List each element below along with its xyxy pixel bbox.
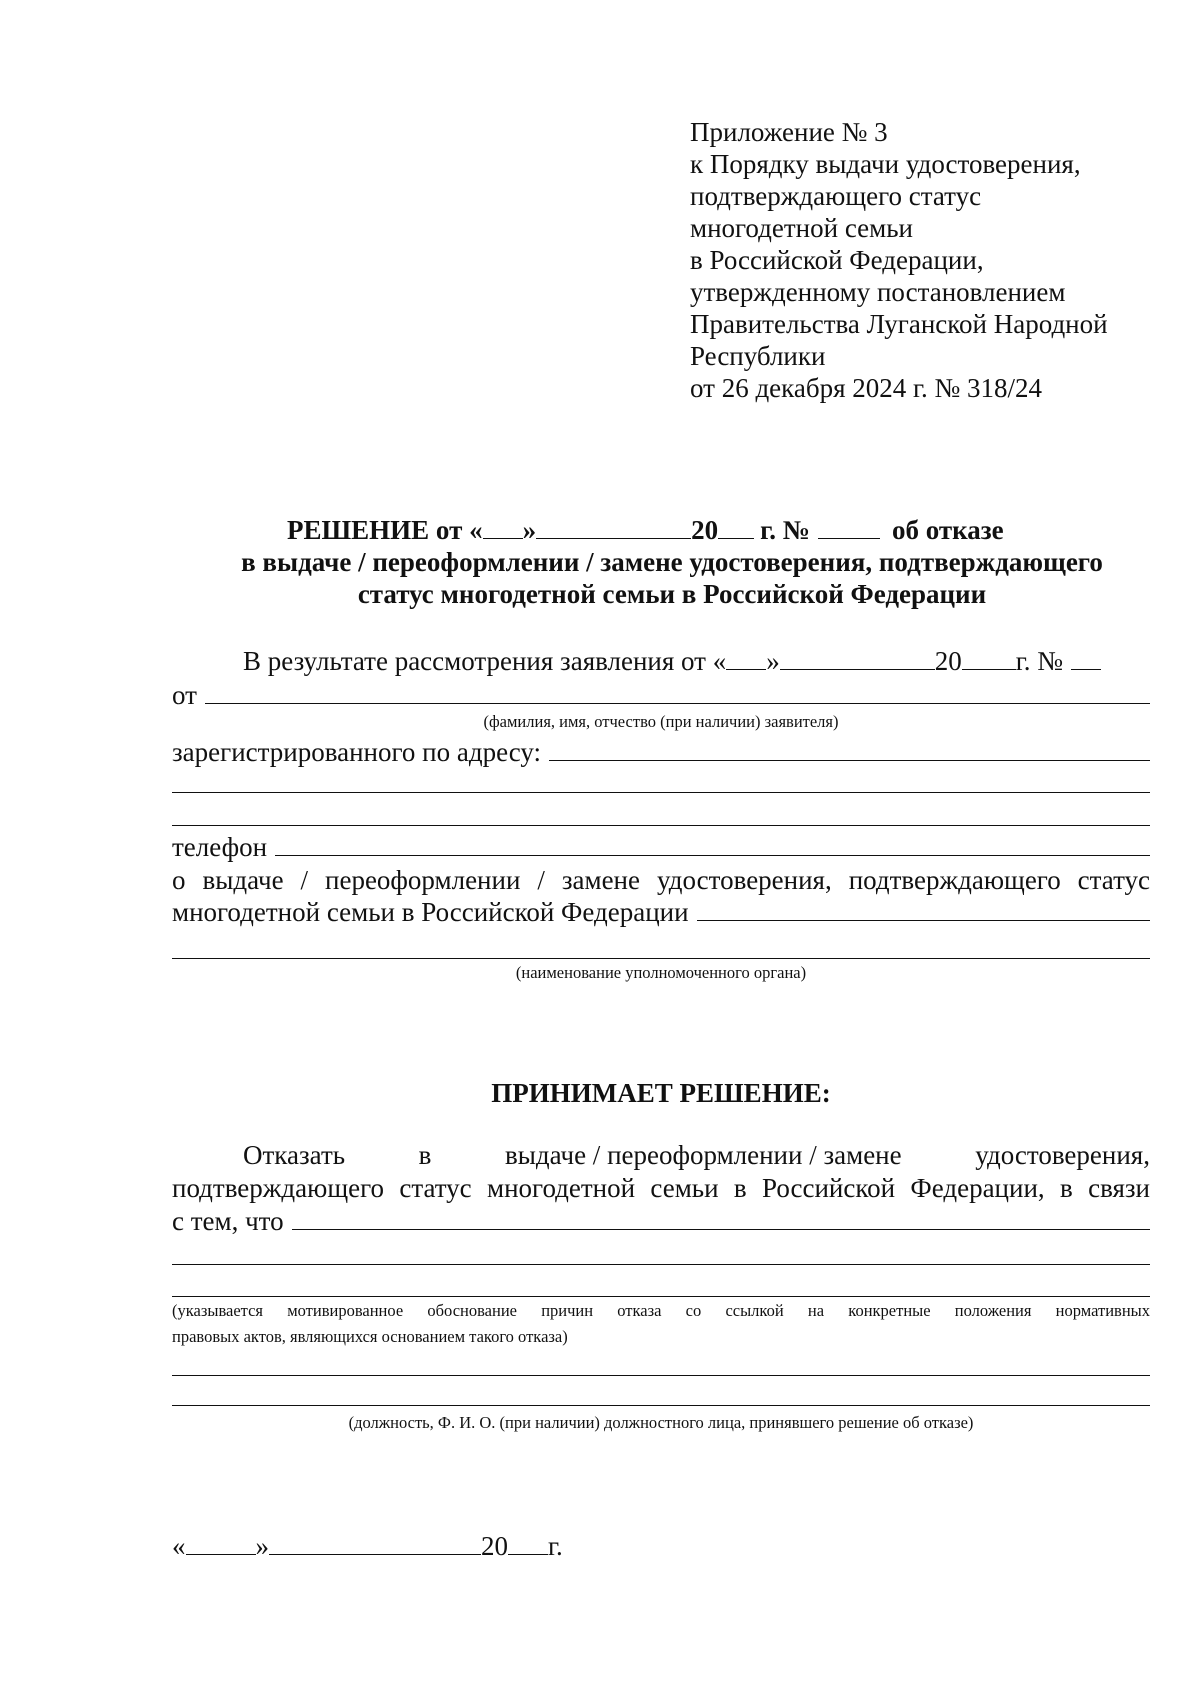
authority-field[interactable] — [697, 896, 1150, 921]
title-line-3: статус многодетной семьи в Российской Федерации — [357, 579, 987, 609]
from-label: от — [172, 680, 197, 710]
address-field-line-3[interactable] — [172, 825, 1150, 826]
reason-field-line-2[interactable] — [172, 1264, 1150, 1265]
title-month-field[interactable] — [536, 514, 691, 539]
address-label: зарегистрированного по адресу: — [172, 737, 541, 767]
annex-line: к Порядку выдачи удостоверения, — [690, 149, 1081, 179]
annex-line: Правительства Луганской Народной — [690, 309, 1108, 339]
date-month-field[interactable] — [269, 1530, 481, 1555]
title-refusal-label: об отказе — [891, 515, 1004, 545]
reason-caption-line-1: (указывается мотивированное обоснование причин отказа со ссылкой на конкретные положения нормативных — [172, 1301, 1150, 1320]
date-quote-open: « — [172, 1531, 186, 1561]
title-line-2: в выдаче / переоформлении / замене удостоверения, подтверждающего — [241, 547, 1103, 577]
decision-line-3 — [172, 1205, 1150, 1237]
decision-heading: ПРИНИМАЕТ РЕШЕНИЕ: — [491, 1078, 831, 1108]
about-line-1: о выдаче / переоформлении / замене удостоверения, подтверждающего статус — [172, 865, 1150, 895]
authority-caption: (наименование уполномоченного органа) — [515, 963, 807, 982]
decision-word-refuse: Отказать — [243, 1140, 346, 1170]
annex-line: подтверждающего статус — [690, 181, 982, 211]
authority-field-line-2[interactable] — [172, 958, 1150, 959]
applicant-name-field[interactable] — [205, 679, 1150, 704]
reason-field[interactable] — [292, 1205, 1150, 1230]
annex-block — [690, 116, 1108, 404]
official-field-line-1[interactable] — [172, 1375, 1150, 1376]
address-field-line-2[interactable] — [172, 792, 1150, 793]
decision-word-in: в — [418, 1140, 432, 1170]
address-line — [172, 736, 1150, 768]
application-g-no: г. № — [1015, 646, 1064, 676]
application-day-field[interactable] — [726, 645, 766, 670]
date-g: г. — [548, 1531, 563, 1561]
date-day-field[interactable] — [186, 1530, 256, 1555]
application-intro: В результате рассмотрения заявления от « — [243, 646, 727, 676]
application-number-field[interactable] — [1071, 645, 1101, 670]
reason-caption — [172, 1301, 1150, 1347]
application-year-prefix: 20 — [934, 646, 962, 676]
date-year-prefix: 20 — [481, 1531, 508, 1561]
official-caption: (должность, Ф. И. О. (при наличии) должностного лица, принявшего решение об отказе) — [348, 1413, 974, 1432]
title-g-no: г. № — [760, 515, 810, 545]
application-year-field[interactable] — [962, 645, 1016, 670]
official-field-line-2[interactable] — [172, 1405, 1150, 1406]
about-line-2-text: многодетной семьи в Российской Федерации — [172, 897, 689, 927]
from-line — [172, 679, 1150, 711]
application-quote-close: » — [766, 646, 780, 676]
decision-line-2: подтверждающего статус многодетной семьи в Российской Федерации, в связи — [172, 1173, 1150, 1203]
reason-caption-line-2: правовых актов, являющихся основанием такого отказа) — [172, 1327, 568, 1346]
annex-line: Республики — [690, 341, 826, 371]
title-year-prefix: 20 — [691, 515, 719, 545]
annex-line: многодетной семьи — [690, 213, 913, 243]
phone-field[interactable] — [275, 831, 1150, 856]
date-year-field[interactable] — [508, 1530, 548, 1555]
reason-label: с тем, что — [172, 1206, 284, 1236]
annex-line: в Российской Федерации, — [690, 245, 984, 275]
decision-line-1 — [243, 1139, 1150, 1171]
applicant-name-caption: (фамилия, имя, отчество (при наличии) заявителя) — [483, 712, 839, 731]
phone-label: телефон — [172, 832, 268, 862]
title-quote-close: » — [522, 515, 537, 545]
annex-line: утвержденному постановлением — [690, 277, 1066, 307]
date-quote-close: » — [255, 1531, 269, 1561]
address-field[interactable] — [549, 736, 1150, 761]
phone-line — [172, 831, 1150, 863]
application-month-field[interactable] — [780, 645, 935, 670]
decision-word-certificate: удостоверения, — [975, 1140, 1150, 1170]
annex-line: Приложение № 3 — [690, 117, 888, 147]
title-year-field[interactable] — [718, 514, 754, 539]
title-decision-label: РЕШЕНИЕ от « — [287, 515, 483, 545]
decision-word-options: выдаче / переоформлении / замене — [504, 1140, 902, 1170]
title-day-field[interactable] — [483, 514, 523, 539]
document-title — [287, 514, 1004, 546]
signature-date — [172, 1530, 563, 1562]
about-line-2 — [172, 896, 1150, 928]
application-line — [243, 645, 1101, 677]
annex-line: от 26 декабря 2024 г. № 318/24 — [690, 373, 1043, 403]
title-number-field[interactable] — [818, 514, 880, 539]
reason-field-line-3[interactable] — [172, 1296, 1150, 1297]
